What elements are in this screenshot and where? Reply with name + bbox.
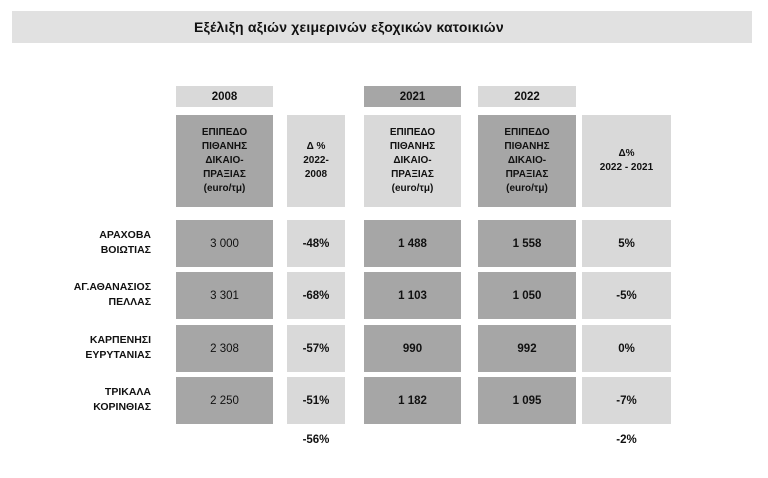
value-2021: 1 103 (364, 272, 461, 319)
value-2008: 2 308 (176, 325, 273, 372)
col-header-level-2021: ΕΠΙΠΕΔΟ ΠΙΘΑΝΗΣ ΔΙΚΑΙΟ- ΠΡΑΞΙΑΣ (euro/τμ) (364, 115, 461, 207)
delta-2022-2021: 5% (582, 220, 671, 267)
value-2022: 1 050 (478, 272, 576, 319)
row-label: ΑΡΑΧΟΒΑ ΒΟΙΩΤΙΑΣ (99, 229, 151, 256)
col-header-level-2022: ΕΠΙΠΕΔΟ ΠΙΘΑΝΗΣ ΔΙΚΑΙΟ- ΠΡΑΞΙΑΣ (euro/τμ) (478, 115, 576, 207)
year-2008-header: 2008 (176, 86, 273, 107)
delta-2022-2021: -7% (582, 377, 671, 424)
value-2021: 990 (364, 325, 461, 372)
row-label: ΚΑΡΠΕΝΗΣΙ ΕΥΡΥΤΑΝΙΑΣ (85, 334, 151, 361)
row-label: ΤΡΙΚΑΛΑ ΚΟΡΙΝΘΙΑΣ (93, 386, 151, 413)
col-header-delta-2022-2021: Δ% 2022 - 2021 (582, 115, 671, 207)
value-2022: 992 (478, 325, 576, 372)
delta-2022-2008: -51% (287, 377, 345, 424)
page-title: Εξέλιξη αξιών χειμερινών εξοχικών κατοικιών (194, 19, 504, 35)
value-2021: 1 182 (364, 377, 461, 424)
col-header-level-2008: ΕΠΙΠΕΔΟ ΠΙΘΑΝΗΣ ΔΙΚΑΙΟ- ΠΡΑΞΙΑΣ (euro/τμ) (176, 115, 273, 207)
value-2008: 2 250 (176, 377, 273, 424)
total-delta-2022-2008: -56% (302, 434, 330, 446)
row-label: ΑΓ.ΑΘΑΝΑΣΙΟΣ ΠΕΛΛΑΣ (73, 281, 151, 308)
year-2022-header: 2022 (478, 86, 576, 107)
delta-2022-2021: -5% (582, 272, 671, 319)
value-2008: 3 301 (176, 272, 273, 319)
year-2021-header: 2021 (364, 86, 461, 107)
delta-2022-2008: -57% (287, 325, 345, 372)
value-2022: 1 095 (478, 377, 576, 424)
col-header-delta-2022-2008: Δ % 2022- 2008 (287, 115, 345, 207)
delta-2022-2008: -68% (287, 272, 345, 319)
title-bar (12, 11, 752, 43)
delta-2022-2021: 0% (582, 325, 671, 372)
total-delta-2022-2021: -2% (616, 434, 637, 446)
delta-2022-2008: -48% (287, 220, 345, 267)
value-2008: 3 000 (176, 220, 273, 267)
value-2022: 1 558 (478, 220, 576, 267)
value-2021: 1 488 (364, 220, 461, 267)
